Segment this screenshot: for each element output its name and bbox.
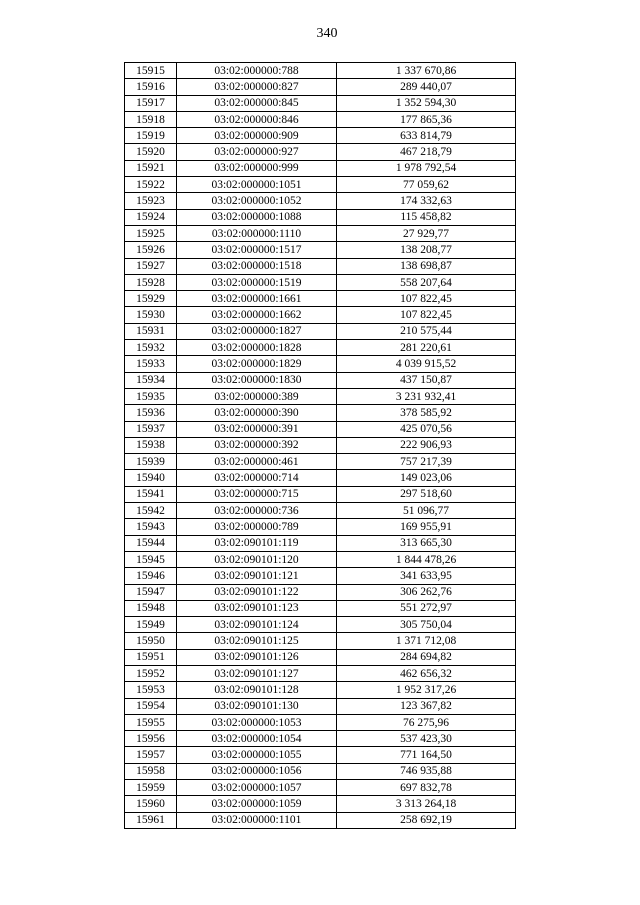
cadastral-number-cell: 03:02:090101:121 xyxy=(177,568,337,584)
row-number-cell: 15954 xyxy=(125,698,177,714)
table-row xyxy=(125,111,516,127)
table-row xyxy=(125,747,516,763)
table-row xyxy=(125,372,516,388)
cadastral-value-cell: 437 150,87 xyxy=(337,372,516,388)
cadastral-value-cell: 51 096,77 xyxy=(337,503,516,519)
cadastral-value-cell: 3 313 264,18 xyxy=(337,796,516,812)
cadastral-value-cell: 462 656,32 xyxy=(337,665,516,681)
row-number-cell: 15930 xyxy=(125,307,177,323)
row-number-cell: 15951 xyxy=(125,649,177,665)
cadastral-number-cell: 03:02:000000:1051 xyxy=(177,177,337,193)
cadastral-number-cell: 03:02:000000:1518 xyxy=(177,258,337,274)
row-number-cell: 15945 xyxy=(125,551,177,567)
row-number-cell: 15953 xyxy=(125,682,177,698)
cadastral-value-cell: 284 694,82 xyxy=(337,649,516,665)
cadastral-value-cell: 149 023,06 xyxy=(337,470,516,486)
cadastral-value-cell: 537 423,30 xyxy=(337,731,516,747)
table-row xyxy=(125,780,516,796)
cadastral-number-cell: 03:02:000000:1110 xyxy=(177,225,337,241)
table-row xyxy=(125,144,516,160)
table-row xyxy=(125,551,516,567)
cadastral-number-cell: 03:02:000000:391 xyxy=(177,421,337,437)
table-row xyxy=(125,340,516,356)
cadastral-number-cell: 03:02:090101:125 xyxy=(177,633,337,649)
row-number-cell: 15946 xyxy=(125,568,177,584)
table-row xyxy=(125,665,516,681)
table-row xyxy=(125,731,516,747)
cadastral-number-cell: 03:02:000000:909 xyxy=(177,128,337,144)
row-number-cell: 15916 xyxy=(125,79,177,95)
table-row xyxy=(125,454,516,470)
cadastral-number-cell: 03:02:090101:130 xyxy=(177,698,337,714)
cadastral-number-cell: 03:02:000000:1088 xyxy=(177,209,337,225)
table-row xyxy=(125,535,516,551)
row-number-cell: 15915 xyxy=(125,63,177,79)
row-number-cell: 15938 xyxy=(125,437,177,453)
table-body xyxy=(125,63,516,829)
cadastral-value-cell: 633 814,79 xyxy=(337,128,516,144)
table-row xyxy=(125,633,516,649)
table-row xyxy=(125,160,516,176)
cadastral-number-cell: 03:02:090101:127 xyxy=(177,665,337,681)
table-row xyxy=(125,242,516,258)
row-number-cell: 15924 xyxy=(125,209,177,225)
cadastral-value-cell: 4 039 915,52 xyxy=(337,356,516,372)
row-number-cell: 15925 xyxy=(125,225,177,241)
cadastral-number-cell: 03:02:000000:827 xyxy=(177,79,337,95)
cadastral-number-cell: 03:02:090101:128 xyxy=(177,682,337,698)
table-row xyxy=(125,812,516,828)
cadastral-value-cell: 107 822,45 xyxy=(337,291,516,307)
table-row xyxy=(125,128,516,144)
table-row xyxy=(125,682,516,698)
table-row xyxy=(125,617,516,633)
table-row xyxy=(125,209,516,225)
cadastral-value-cell: 1 352 594,30 xyxy=(337,95,516,111)
row-number-cell: 15960 xyxy=(125,796,177,812)
cadastral-number-cell: 03:02:000000:1054 xyxy=(177,731,337,747)
cadastral-value-cell: 77 059,62 xyxy=(337,177,516,193)
row-number-cell: 15940 xyxy=(125,470,177,486)
cadastral-value-cell: 107 822,45 xyxy=(337,307,516,323)
cadastral-value-cell: 1 952 317,26 xyxy=(337,682,516,698)
cadastral-number-cell: 03:02:000000:1517 xyxy=(177,242,337,258)
row-number-cell: 15919 xyxy=(125,128,177,144)
table-row xyxy=(125,258,516,274)
row-number-cell: 15958 xyxy=(125,763,177,779)
cadastral-number-cell: 03:02:000000:1828 xyxy=(177,340,337,356)
cadastral-value-cell: 306 262,76 xyxy=(337,584,516,600)
cadastral-number-cell: 03:02:000000:714 xyxy=(177,470,337,486)
row-number-cell: 15922 xyxy=(125,177,177,193)
cadastral-value-cell: 746 935,88 xyxy=(337,763,516,779)
cadastral-number-cell: 03:02:000000:390 xyxy=(177,405,337,421)
row-number-cell: 15931 xyxy=(125,323,177,339)
cadastral-number-cell: 03:02:000000:927 xyxy=(177,144,337,160)
table-row xyxy=(125,437,516,453)
cadastral-value-cell: 1 844 478,26 xyxy=(337,551,516,567)
table-row xyxy=(125,519,516,535)
cadastral-number-cell: 03:02:000000:1662 xyxy=(177,307,337,323)
table-row xyxy=(125,405,516,421)
cadastral-number-cell: 03:02:000000:1052 xyxy=(177,193,337,209)
cadastral-value-cell: 378 585,92 xyxy=(337,405,516,421)
cadastral-number-cell: 03:02:000000:845 xyxy=(177,95,337,111)
row-number-cell: 15942 xyxy=(125,503,177,519)
cadastral-value-cell: 115 458,82 xyxy=(337,209,516,225)
cadastral-value-cell: 305 750,04 xyxy=(337,617,516,633)
row-number-cell: 15921 xyxy=(125,160,177,176)
row-number-cell: 15935 xyxy=(125,388,177,404)
cadastral-number-cell: 03:02:000000:1519 xyxy=(177,274,337,290)
cadastral-number-cell: 03:02:000000:1059 xyxy=(177,796,337,812)
row-number-cell: 15956 xyxy=(125,731,177,747)
table-row xyxy=(125,649,516,665)
row-number-cell: 15929 xyxy=(125,291,177,307)
cadastral-number-cell: 03:02:000000:1829 xyxy=(177,356,337,372)
table-row xyxy=(125,388,516,404)
page-number: 340 xyxy=(316,26,338,41)
cadastral-value-cell: 169 955,91 xyxy=(337,519,516,535)
cadastral-number-cell: 03:02:000000:1055 xyxy=(177,747,337,763)
cadastral-value-cell: 138 208,77 xyxy=(337,242,516,258)
row-number-cell: 15947 xyxy=(125,584,177,600)
cadastral-value-cell: 281 220,61 xyxy=(337,340,516,356)
table-row xyxy=(125,714,516,730)
cadastral-number-cell: 03:02:000000:736 xyxy=(177,503,337,519)
cadastral-number-cell: 03:02:090101:126 xyxy=(177,649,337,665)
cadastral-value-table xyxy=(124,62,516,829)
cadastral-value-cell: 297 518,60 xyxy=(337,486,516,502)
cadastral-number-cell: 03:02:090101:120 xyxy=(177,551,337,567)
cadastral-value-cell: 138 698,87 xyxy=(337,258,516,274)
cadastral-number-cell: 03:02:000000:1661 xyxy=(177,291,337,307)
row-number-cell: 15936 xyxy=(125,405,177,421)
cadastral-number-cell: 03:02:000000:1827 xyxy=(177,323,337,339)
row-number-cell: 15918 xyxy=(125,111,177,127)
table-row xyxy=(125,796,516,812)
table-row xyxy=(125,63,516,79)
table-row xyxy=(125,225,516,241)
table-row xyxy=(125,698,516,714)
cadastral-number-cell: 03:02:090101:122 xyxy=(177,584,337,600)
cadastral-value-cell: 341 633,95 xyxy=(337,568,516,584)
cadastral-value-cell: 222 906,93 xyxy=(337,437,516,453)
cadastral-value-cell: 1 371 712,08 xyxy=(337,633,516,649)
table-row xyxy=(125,307,516,323)
row-number-cell: 15961 xyxy=(125,812,177,828)
table-row xyxy=(125,486,516,502)
table-row xyxy=(125,274,516,290)
cadastral-value-cell: 467 218,79 xyxy=(337,144,516,160)
cadastral-number-cell: 03:02:000000:1830 xyxy=(177,372,337,388)
cadastral-value-cell: 551 272,97 xyxy=(337,600,516,616)
row-number-cell: 15939 xyxy=(125,454,177,470)
table-row xyxy=(125,763,516,779)
cadastral-value-cell: 27 929,77 xyxy=(337,225,516,241)
table-row xyxy=(125,291,516,307)
table-row xyxy=(125,95,516,111)
cadastral-value-cell: 123 367,82 xyxy=(337,698,516,714)
cadastral-number-cell: 03:02:000000:461 xyxy=(177,454,337,470)
cadastral-number-cell: 03:02:000000:1056 xyxy=(177,763,337,779)
cadastral-number-cell: 03:02:000000:999 xyxy=(177,160,337,176)
cadastral-value-cell: 3 231 932,41 xyxy=(337,388,516,404)
cadastral-number-cell: 03:02:090101:124 xyxy=(177,617,337,633)
cadastral-value-cell: 1 337 670,86 xyxy=(337,63,516,79)
row-number-cell: 15944 xyxy=(125,535,177,551)
row-number-cell: 15933 xyxy=(125,356,177,372)
cadastral-value-cell: 174 332,63 xyxy=(337,193,516,209)
cadastral-number-cell: 03:02:000000:846 xyxy=(177,111,337,127)
cadastral-value-cell: 1 978 792,54 xyxy=(337,160,516,176)
cadastral-value-cell: 757 217,39 xyxy=(337,454,516,470)
table-row xyxy=(125,421,516,437)
table-row xyxy=(125,323,516,339)
row-number-cell: 15959 xyxy=(125,780,177,796)
cadastral-value-cell: 177 865,36 xyxy=(337,111,516,127)
cadastral-value-cell: 558 207,64 xyxy=(337,274,516,290)
cadastral-number-cell: 03:02:000000:1057 xyxy=(177,780,337,796)
cadastral-value-cell: 76 275,96 xyxy=(337,714,516,730)
cadastral-value-cell: 697 832,78 xyxy=(337,780,516,796)
cadastral-number-cell: 03:02:000000:788 xyxy=(177,63,337,79)
row-number-cell: 15923 xyxy=(125,193,177,209)
row-number-cell: 15934 xyxy=(125,372,177,388)
table-row xyxy=(125,470,516,486)
cadastral-number-cell: 03:02:090101:119 xyxy=(177,535,337,551)
cadastral-value-cell: 289 440,07 xyxy=(337,79,516,95)
table-row xyxy=(125,503,516,519)
table-row xyxy=(125,177,516,193)
table-row xyxy=(125,79,516,95)
row-number-cell: 15920 xyxy=(125,144,177,160)
row-number-cell: 15941 xyxy=(125,486,177,502)
row-number-cell: 15926 xyxy=(125,242,177,258)
table-row xyxy=(125,193,516,209)
row-number-cell: 15927 xyxy=(125,258,177,274)
cadastral-number-cell: 03:02:000000:1101 xyxy=(177,812,337,828)
row-number-cell: 15957 xyxy=(125,747,177,763)
cadastral-number-cell: 03:02:000000:715 xyxy=(177,486,337,502)
cadastral-value-cell: 771 164,50 xyxy=(337,747,516,763)
row-number-cell: 15928 xyxy=(125,274,177,290)
row-number-cell: 15917 xyxy=(125,95,177,111)
cadastral-number-cell: 03:02:000000:789 xyxy=(177,519,337,535)
cadastral-number-cell: 03:02:000000:392 xyxy=(177,437,337,453)
table-row xyxy=(125,600,516,616)
cadastral-number-cell: 03:02:000000:389 xyxy=(177,388,337,404)
row-number-cell: 15932 xyxy=(125,340,177,356)
table-row xyxy=(125,584,516,600)
cadastral-number-cell: 03:02:090101:123 xyxy=(177,600,337,616)
row-number-cell: 15955 xyxy=(125,714,177,730)
cadastral-value-cell: 313 665,30 xyxy=(337,535,516,551)
row-number-cell: 15952 xyxy=(125,665,177,681)
row-number-cell: 15948 xyxy=(125,600,177,616)
cadastral-value-cell: 258 692,19 xyxy=(337,812,516,828)
cadastral-value-cell: 210 575,44 xyxy=(337,323,516,339)
table-row xyxy=(125,568,516,584)
row-number-cell: 15943 xyxy=(125,519,177,535)
cadastral-number-cell: 03:02:000000:1053 xyxy=(177,714,337,730)
cadastral-value-cell: 425 070,56 xyxy=(337,421,516,437)
row-number-cell: 15937 xyxy=(125,421,177,437)
row-number-cell: 15950 xyxy=(125,633,177,649)
row-number-cell: 15949 xyxy=(125,617,177,633)
table-row xyxy=(125,356,516,372)
